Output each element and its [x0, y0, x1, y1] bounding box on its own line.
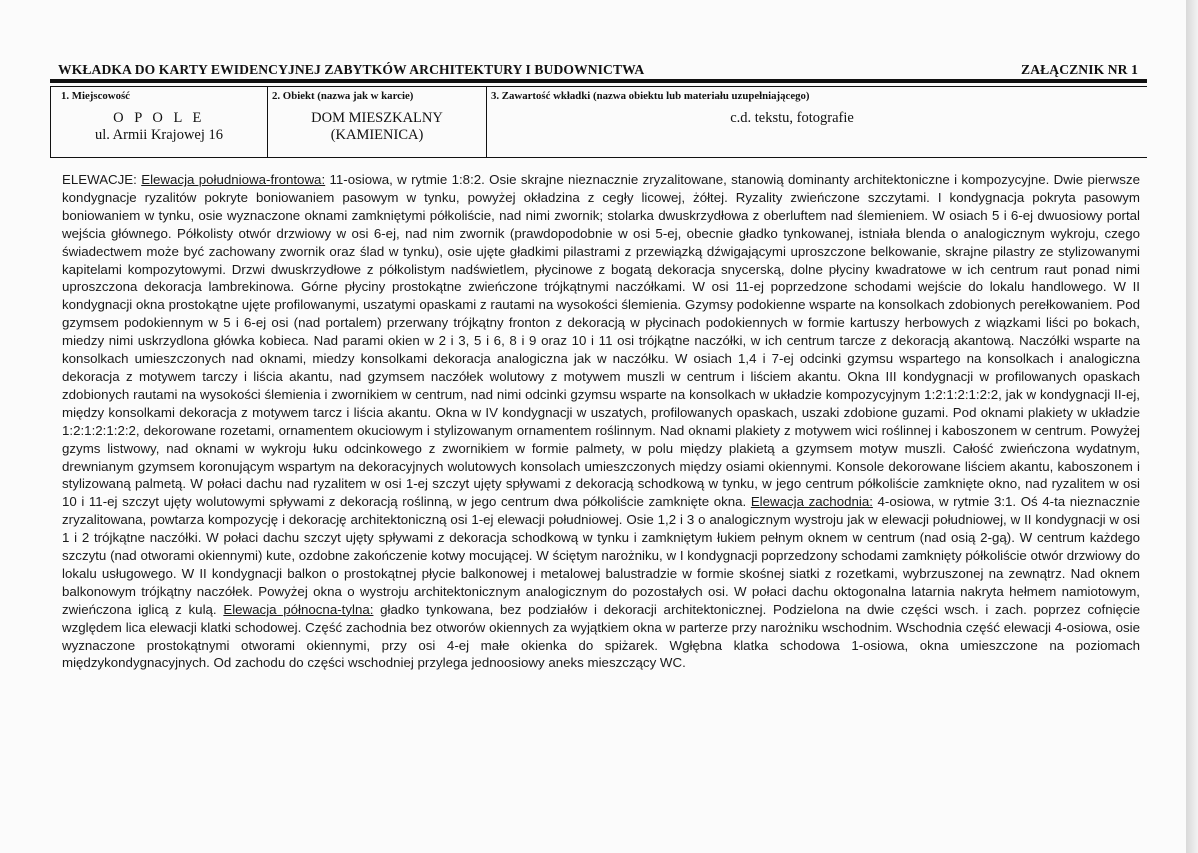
object-cell — [268, 87, 487, 157]
content-cell — [487, 87, 1147, 157]
north-elevation-text: gładko tynkowana, bez podziałów i dekoracji architektonicznej. Podzielona na dwie części wsch. i zach. poprzez cofnięcie względem lica elewacji klatki schodowej. Część zachodnia bez otworów okiennych za wyjątkiem okna w parterze przy narożniku wschodnim. Wschodnia część elewacji 4-osiowa, osie wyznaczone prostokątnymi otworami okiennymi, przy osi 4-ej małe okienka do spiżarek. Wgłębna klatka schodowa 1-osiowa, okna umieszczone na poziomach międzykondygnacyjnych. Od zachodu do części wschodniej przylega jednoosiowy aneks mieszczący WC. — [62, 601, 1140, 671]
metadata-table — [50, 86, 1147, 158]
location-street: ul. Armii Krajowej 16 — [94, 127, 224, 143]
location-city: O P O L E — [113, 110, 205, 126]
document-header — [58, 60, 1138, 80]
south-elevation-heading: Elewacja południowa-frontowa: — [141, 172, 326, 187]
location-cell — [51, 87, 268, 157]
west-elevation-text: 4-osiowa, w rytmie 3:1. Oś 4-ta nieznacznie zryzalitowana, powtarza kompozycję i dekorację architektoniczną osi 1-ej elewacji południowej. Osie 1,2 i 3 o analogicznym wystroju jak w elewacji południowej, w II kondygnacji w osi 1 i 2 trójkątne naczółki. W połaci dachu szczyt ujęty spływami z dekoracja schodkową w tynku i zamkniętym łukiem pełnym oknem w centrum (nad osią 2-gą). W centrum każdego szczytu (nad otworami okiennymi) kute, ozdobne zakończenie kotwy mocującej. W ściętym narożniku, w I kondygnacji poprzedzony schodami zamknięty półkoliście otwór drzwiowy do lokalu usługowego. W II kondygnacji balkon o prostokątnej płycie balkonowej i metalowej balustradzie w formie skośnej siatki z rozetkami, wybrzuszonej na zewnątrz. Nad oknem balkonowym trójkątny naczółek. Powyżej okna o wystroju architektonicznym analogicznym do pozostałych osi. W połaci dachu oktogonalna latarnia nakryta hełmem namiotowym, zwieńczona iglicą z kulą. — [62, 494, 1140, 617]
object-type: (KAMIENICA) — [330, 127, 424, 143]
content-value: c.d. tekstu, fotografie — [730, 110, 854, 126]
elevations-description — [62, 171, 1140, 672]
object-name: DOM MIESZKALNY — [311, 110, 443, 126]
intro-label: ELEWACJE: — [62, 172, 142, 187]
content-label: 3. Zawartość wkładki (nazwa obiektu lub materiału uzupełniającego) — [491, 90, 810, 102]
south-elevation-text: 11-osiowa, w rytmie 1:8:2. Osie skrajne nieznacznie zryzalitowane, stanowią dominanty architektoniczne i kompozycyjne. Dwie pierwsze kondygnacje ryzalitów pokryte boniowaniem pasowym w tynku, powyżej okładzina z cegły licowej, żółtej. Ryzality zwieńczone szczytami. I kondygnacja pokryta pasowym boniowaniem w tynku, osie wyznaczone oknami zamkniętymi półkoliście, nad nimi zwornik; stolarka dwuskrzydłowa z oberluftem nad ślemieniem. W osiach 5 i 6-ej dwuosiowy portal wejścia głównego. Półkolisty otwór drzwiowy w osi 6-ej, nad nim zwornik (prawdopodobnie w osi 5-ej, obecnie gładko tynkowanej, istniała blenda o analogicznym wykroju, czego świadectwem może być zachowany zwornik oraz ślad w tynku), osie ujęte gładkimi pilastrami z przewiązką dźwigającymi uproszczone belkowanie, skrajne pilastry ze stylizowanymi kapitelami kompozytowymi. Drzwi dwuskrzydłowe z półkolistym nadświetlem, płycinowe z bogatą dekoracja snycerską, dolne płyciny kwadratowe w ich centrum raut ponad nimi uproszczona dekoracja lambrekinowa. Górne płyciny prostokątne zwieńczone trójkątnymi naczółkami. W osi 11-ej poprzedzone schodami wejście do lokalu handlowego. W II kondygnacji okna prostokątne ujęte profilowanymi, uszatymi opaskami z rautami na wysokości ślemienia. Gzymsy podokienne wsparte na konsolkach zdobionych perełkowaniem. Pod gzymsem podokiennym w 5 i 6-ej osi (nad portalem) przerwany trójkątny fronton z dekoracją w płycinach podokiennych w formie kartuszy herbowych z wiązkami liści po bokach, miedzy nimi uskrzydlona główka kobieca. Nad parami okien w 2 i 3, 5 i 6, 8 i 9 oraz 10 i 11 osi trójkątne naczółki, w ich centrum tarcze z dekoracją akantową. Naczółki wsparte na konsolkach umieszczonych nad oknami, miedzy konsolkami dekoracja analogiczna jak w naczółku. W osiach 1,4 i 7-ej odcinki gzymsu wspartego na konsolkach i analogiczna dekoracja z motywem tarczy i liścia akantu, nad gzymsem naczółek wolutowy z motywem muszli w centrum i liściem akantu. Okna III kondygnacji w profilowanych opaskach zdobionych rautami na wysokości ślemienia i zwornikiem w centrum, nad nimi odcinki gzymsu wsparte na konsolkach w układzie kompozycyjnym 1:2:1:2:1:2:2, jak w kondygnacji II-ej, między konsolkami dekoracja z motywem tarcz i liścia akantu. Okna w IV kondygnacji w uszatych, profilowanych opaskach, uszaki zdobione guzami. Pod oknami plakiety w układzie 1:2:1:2:1:2:2, dekorowane rozetami, ornamentem okuciowym i stylizowanym ornamentem roślinnym. Nad oknami plakiety z motywem wici roślinnej i kaboszonem w centrum. Powyżej gzyms listwowy, nad oknami w wykroju łuku odcinkowego z zwornikiem w formie palmety, w polu między plakietą a gzymsem motyw muszli. Całość zwieńczona wydatnym, drewnianym gzymsem koronującym wspartym na dekoracyjnych wolutowych konsolach umieszczonych między osiami okiennymi. Konsole dekorowane liściem akantu, kaboszonem i stylizowaną palmetą. W połaci dachu nad ryzalitem w osi 1-ej szczyt ujęty spływami z dekoracją schodkową w tynku, w jego centrum półkoliście zamknięte okno, nad ryzalitem w osi 10 i 11-ej szczyt ujęty wolutowymi spływami z dekoracją roślinną, w jego centrum dwa półkoliście zamknięte okna. — [62, 172, 1140, 510]
document-title: WKŁADKA DO KARTY EWIDENCYJNEJ ZABYTKÓW ARCHITEKTURY I BUDOWNICTWA — [58, 62, 645, 77]
scan-edge — [1186, 0, 1198, 853]
north-elevation-heading: Elewacja północna-tylna: — [223, 601, 374, 617]
west-elevation-heading: Elewacja zachodnia: — [750, 494, 873, 510]
object-label: 2. Obiekt (nazwa jak w karcie) — [272, 90, 414, 102]
annex-number: ZAŁĄCZNIK NR 1 — [1021, 62, 1138, 77]
location-label: 1. Miejscowość — [61, 90, 130, 102]
header-rule — [50, 79, 1147, 83]
